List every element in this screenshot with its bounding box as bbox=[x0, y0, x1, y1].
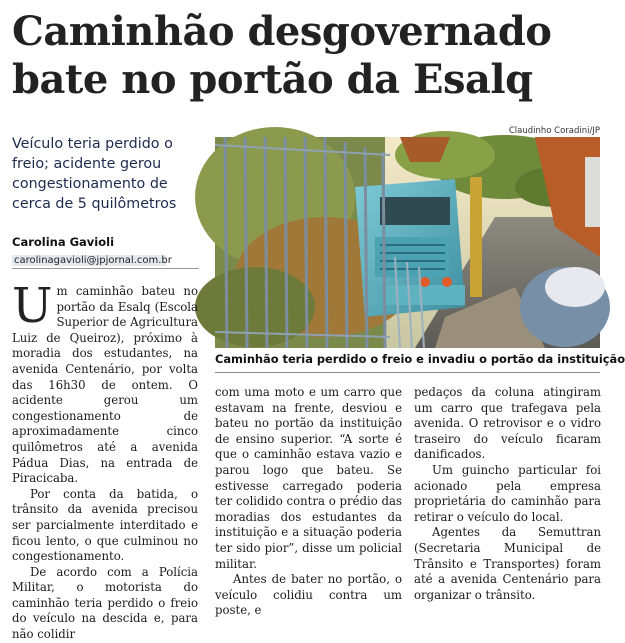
article-paragraph-4-continued: pedaços da coluna atingiram um carro que trafegava pela avenida. O retrovisor e o vidro traseiro do veículo ficaram danificados. bbox=[414, 385, 601, 462]
photo-caption: Caminhão teria perdido o freio e invadiu o portão da instituição bbox=[215, 352, 625, 366]
article-paragraph-1 bbox=[12, 278, 198, 487]
article-paragraph-3-continued: com uma moto e um carro que estavam na frente, desviou e bateu no portão da instituição de ensino superior. “A sorte é que o caminhão estava vazio e parou logo que bateu. Se estivesse carregado poderia ter colidido contra o prédio das moradias dos estudantes da instituição e a situação poderia ter sido pior”, disse um policial militar. bbox=[215, 385, 402, 571]
article-column-2 bbox=[215, 385, 402, 618]
caption-divider bbox=[215, 372, 600, 373]
article-column-3 bbox=[414, 385, 601, 605]
news-photo bbox=[215, 137, 600, 348]
byline-divider bbox=[12, 268, 199, 269]
article-paragraph-5: Um guincho particular foi acionado pela empresa proprietária do caminhão para retirar o veículo do local. bbox=[414, 462, 601, 524]
article-column-1 bbox=[12, 278, 198, 642]
article-paragraph-4: Antes de bater no portão, o veículo colidiu contra um poste, e bbox=[215, 572, 402, 618]
author-email[interactable]: carolinagavioli@jpjornal.com.br bbox=[14, 255, 172, 266]
article-paragraph-1-text: m caminhão bateu no portão da Esalq (Escola Superior de Agricultura Luiz de Queiroz), próximo à moradia dos estudantes, na avenida Centenário, por volta das 16h30 de ontem. O acidente gerou um congestionamento de aproximadamente cinco quilômetros até a avenida Pádua Dias, na entrada de Piracicaba. bbox=[12, 284, 198, 486]
article-paragraph-3: De acordo com a Polícia Militar, o motorista do caminhão teria perdido o freio do veículo na descida e, para não colidir bbox=[12, 564, 198, 642]
drop-cap: U bbox=[12, 278, 53, 334]
photo-credit: Claudinho Coradini/JP bbox=[508, 126, 600, 136]
article-paragraph-2: Por conta da batida, o trânsito da avenida precisou ser parcialmente interditado e ficou lento, o que culminou no congestionamento. bbox=[12, 486, 198, 564]
article-paragraph-6: Agentes da Semuttran (Secretaria Municipal de Trânsito e Transportes) foram até a avenida Centenário para organizar o trânsito. bbox=[414, 525, 601, 602]
headline-line-2: bate no portão da Esalq bbox=[12, 56, 533, 103]
headline-line-1: Caminhão desgovernado bbox=[12, 8, 552, 55]
subheadline: Veículo teria perdido o freio; acidente gerou congestionamento de cerca de 5 quilômetros bbox=[12, 136, 177, 212]
byline bbox=[12, 235, 197, 266]
author-name: Carolina Gavioli bbox=[12, 235, 115, 249]
headline bbox=[12, 8, 612, 104]
